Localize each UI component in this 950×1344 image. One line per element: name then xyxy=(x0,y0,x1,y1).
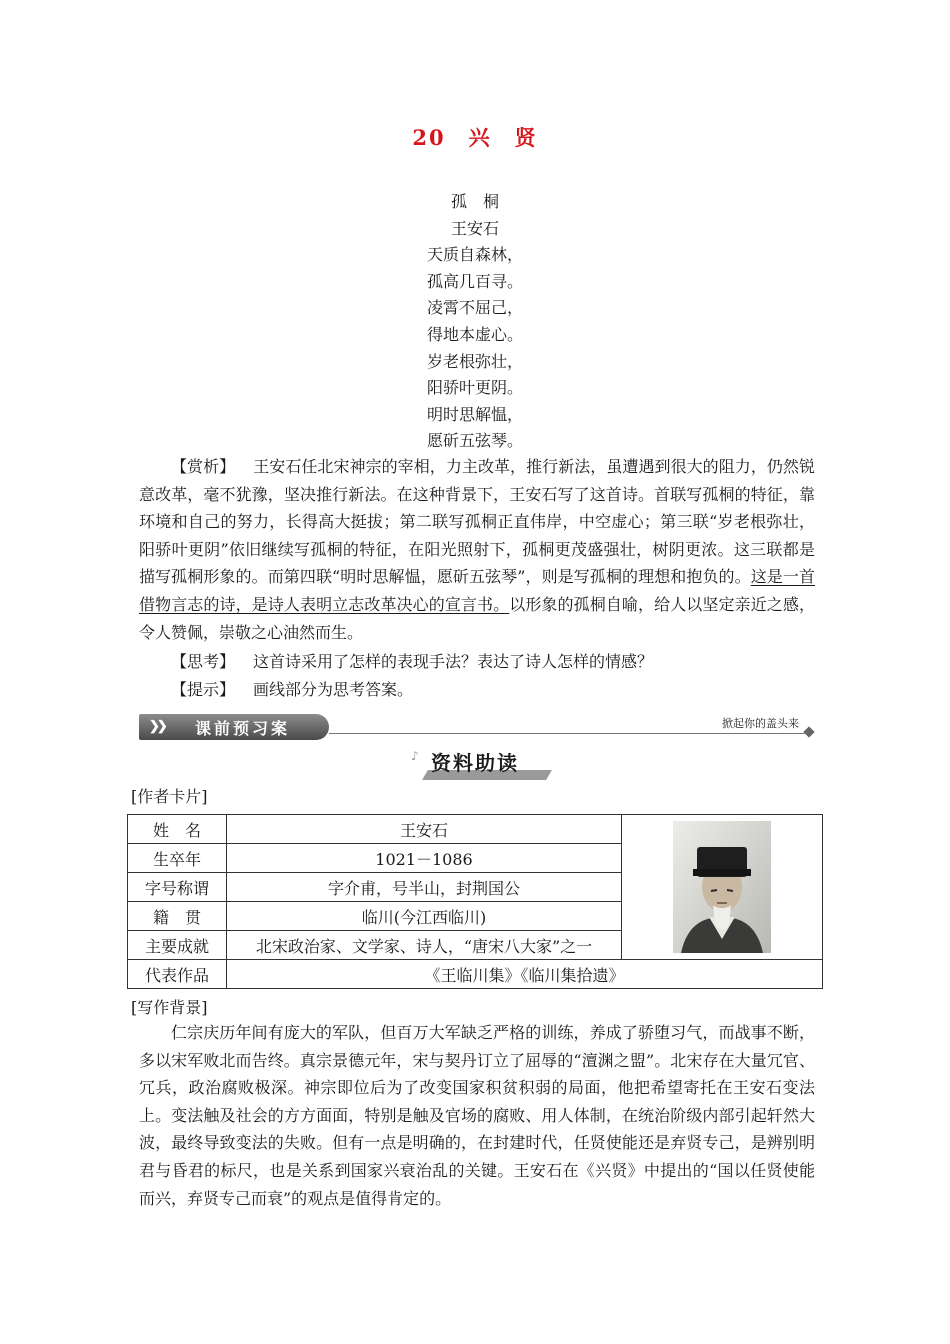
author-card-table xyxy=(127,814,823,989)
appreciation-paragraph xyxy=(139,453,815,646)
diamond-icon xyxy=(803,726,814,737)
row-value: 北宋政治家、文学家、诗人，“唐宋八大家”之一 xyxy=(227,931,622,960)
page-title: 20 兴 贤 xyxy=(412,125,538,150)
table-row xyxy=(128,960,823,989)
banner-label: 课前预习案 xyxy=(195,719,291,738)
table-row xyxy=(128,815,823,844)
thinking-label: 【思考】 xyxy=(171,652,236,671)
appreciation-label: 【赏析】 xyxy=(171,457,236,476)
hint-label: 【提示】 xyxy=(171,680,236,699)
row-value: 《王临川集》《临川集拾遗》 xyxy=(227,960,823,989)
author-portrait xyxy=(673,821,771,953)
hint-text: 画线部分为思考答案。 xyxy=(253,680,414,699)
decoration-icon: ♪ xyxy=(411,749,419,763)
banner-slogan: 掀起你的盖头来 xyxy=(722,717,799,730)
poem-line: 阳骄叶更阴。 xyxy=(426,378,523,398)
poem-line: 明时思解愠， xyxy=(426,404,523,424)
hint-paragraph xyxy=(139,676,815,704)
thinking-text: 这首诗采用了怎样的表现手法？表达了诗人怎样的情感？ xyxy=(253,652,654,671)
poem-line: 愿斫五弦琴。 xyxy=(426,431,523,451)
row-key: 代表作品 xyxy=(128,960,227,989)
row-key: 字号称谓 xyxy=(128,873,227,902)
double-chevron-icon: ❯❯ xyxy=(149,719,165,734)
appreciation-text-end: 以形象的孤桐自喻，给人以坚定亲近之感，令人赞佩，崇敬之心油然而生。 xyxy=(139,594,815,642)
row-key: 主要成就 xyxy=(128,931,227,960)
poem-author: 王安石 xyxy=(450,218,499,238)
row-key: 籍 贯 xyxy=(128,902,227,931)
section-title: 资料助读 xyxy=(431,751,519,775)
background-label: [写作背景] xyxy=(131,998,208,1017)
poem-line: 天质自森林， xyxy=(426,245,523,265)
appreciation-underlined-text: 这是一首借物言志的诗，是诗人表明立志改革决心的宣言书。 xyxy=(139,567,815,614)
row-value: 临川(今江西临川) xyxy=(227,902,622,931)
poem-line: 岁老根弥壮， xyxy=(426,351,523,371)
banner-divider xyxy=(329,733,805,734)
banner-tab xyxy=(139,714,329,740)
appreciation-text: 王安石任北宋神宗的宰相，力主改革，推行新法，虽遭遇到很大的阻力，仍然锐意改革，毫不犹豫，坚决推行新法。在这种背景下，王安石写了这首诗。首联写孤桐的特征，靠环境和自己的努力，长得高大挺拔；第二联写孤桐正直伟岸，中空虚心；第三联“岁老根弥壮，阳骄叶更阴”依旧继续写孤桐的特征，在阳光照射下，孤桐更茂盛强壮，树阴更浓。这三联都是描写孤桐形象的。而第四联“明时思解愠，愿斫五弦琴”，则是写孤桐的理想和抱负的。 xyxy=(139,457,815,587)
row-key: 生卒年 xyxy=(128,844,227,873)
poem-title: 孤 桐 xyxy=(450,192,499,211)
section-heading xyxy=(0,747,950,780)
poem-line: 孤高几百寻。 xyxy=(426,271,523,291)
background-paragraph: 仁宗庆历年间有庞大的军队，但百万大军缺乏严格的训练，养成了骄堕习气，而战事不断，多以宋军败北而告终。真宗景德元年，宋与契丹订立了屈辱的“澶渊之盟”。北宋存在大量冗官、冗兵，政治腐败极深。神宗即位后为了改变国家积贫积弱的局面，他把希望寄托在王安石变法上。变法触及社会的方方面面，特别是触及官场的腐败、用人体制，在统治阶级内部引起轩然大波，最终导致变法的失败。但有一点是明确的，在封建时代，任贤使能还是弃贤专己，是辨别明君与昏君的标尺，也是关系到国家兴衰治乱的关键。王安石在《兴贤》中提出的“国以任贤使能而兴，弃贤专己而衰”的观点是值得肯定的。 xyxy=(139,1023,815,1208)
row-value: 王安石 xyxy=(227,815,622,844)
row-key: 姓 名 xyxy=(128,815,227,844)
portrait-cell xyxy=(622,815,823,960)
poem-line: 凌霄不屈己， xyxy=(426,298,523,318)
poem-line: 得地本虚心。 xyxy=(426,324,523,344)
poem xyxy=(0,189,950,455)
row-value: 字介甫，号半山，封荆国公 xyxy=(227,873,622,902)
row-value: 1021－1086 xyxy=(227,844,622,873)
section-banner xyxy=(139,714,815,740)
author-card-label: [作者卡片] xyxy=(131,787,208,806)
thinking-paragraph xyxy=(139,648,815,676)
